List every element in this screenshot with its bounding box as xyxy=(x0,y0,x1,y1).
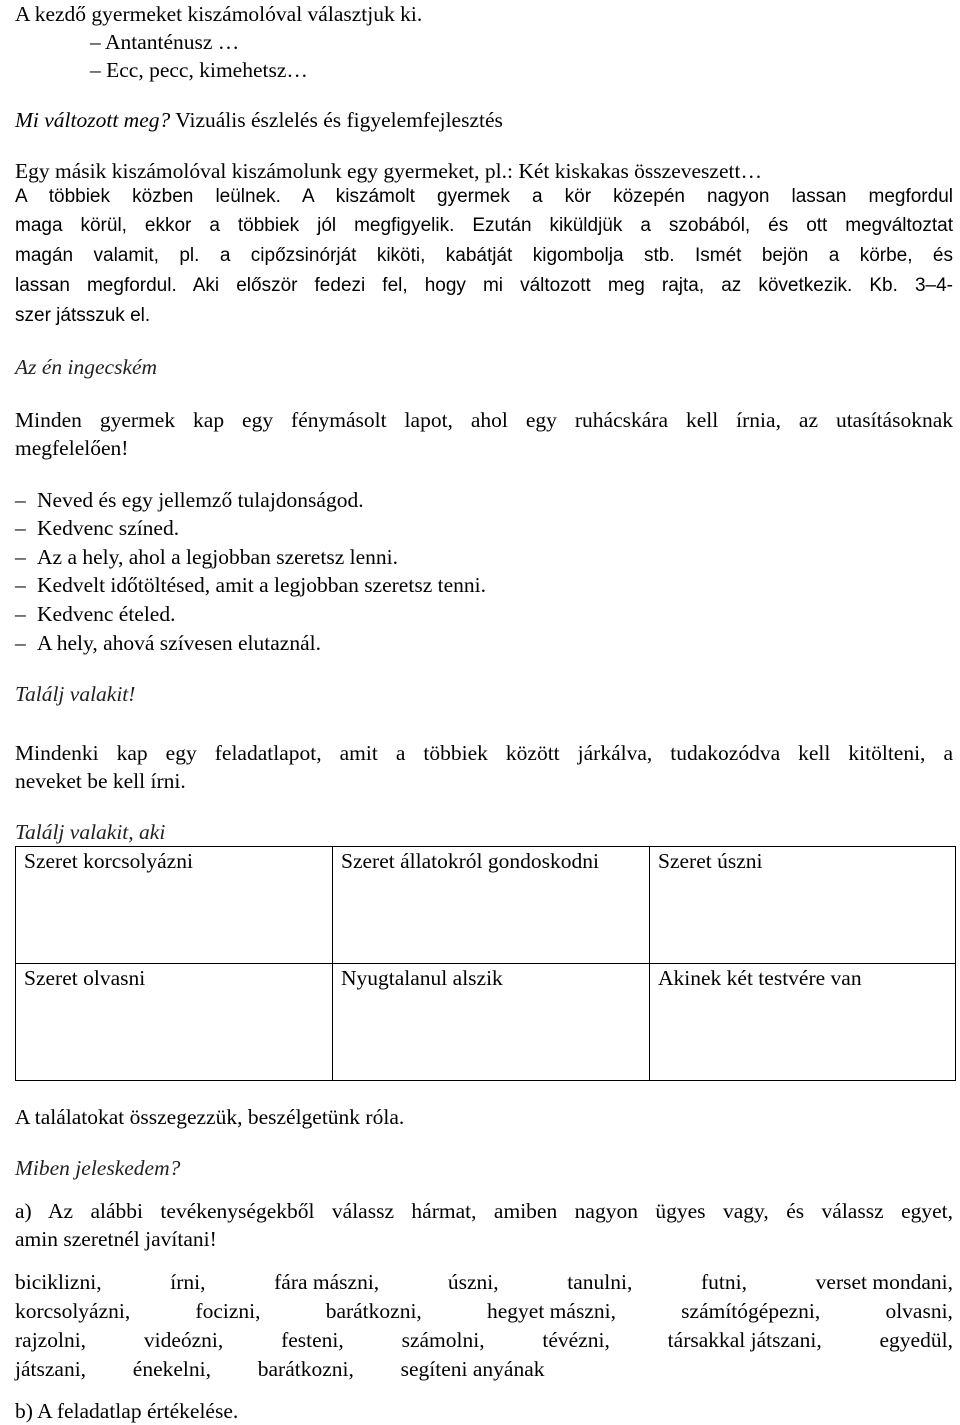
intro-line: A kezdő gyermeket kiszámolóval választjuk ki. xyxy=(15,2,423,26)
find-someone-table xyxy=(15,846,956,1081)
table-heading: Találj valakit, aki xyxy=(15,820,166,844)
summary-line: A találatokat összegezzük, beszélgetünk róla. xyxy=(15,1105,405,1129)
activity: segíteni anyának xyxy=(400,1357,545,1381)
activity: egyedül, xyxy=(879,1328,953,1352)
list-item: – A hely, ahová szívesen elutaznál. xyxy=(15,631,321,655)
activity-row-1 xyxy=(15,1268,953,1296)
section2-sans-line-2: maga körül, ekkor a többiek jól megfigyelik. Ezután kiküldjük a szobából, és ott megváltoztat xyxy=(15,215,953,236)
table-row xyxy=(16,964,956,1081)
section2-line-1: Egy másik kiszámolóval kiszámolunk egy gyermeket, pl.: Két kiskakas összeveszett… xyxy=(15,159,762,183)
section-heading-mi-valtozott xyxy=(15,106,503,134)
activity: számítógépezni, xyxy=(681,1299,821,1323)
list-item: – Kedvenc színed. xyxy=(15,516,180,540)
section2-sans-line-4: lassan megfordul. Aki először fedezi fel, hogy mi változott meg rajta, az következik. Kb. 3–4- xyxy=(15,275,953,296)
section5-a-line-1: a) Az alábbi tevékenységekből válassz hármat, amiben nagyon ügyes vagy, és válassz egyet, xyxy=(15,1199,953,1223)
activity: tanulni, xyxy=(567,1270,633,1294)
section-heading-ingecskem: Az én ingecském xyxy=(15,355,158,379)
dash: – xyxy=(15,545,26,569)
table-cell: Szeret korcsolyázni xyxy=(16,847,333,964)
section2-sans-line-1: A többiek közben leülnek. A kiszámolt gyermek a kör közepén nagyon lassan megfordul xyxy=(15,186,953,207)
dash: – xyxy=(15,602,26,626)
dash: – xyxy=(15,573,26,597)
section5-a-line-2: amin szeretnél javítani! xyxy=(15,1227,217,1251)
activity: korcsolyázni, xyxy=(15,1299,131,1323)
table-cell: Szeret olvasni xyxy=(16,964,333,1081)
activity: focizni, xyxy=(195,1299,261,1323)
activity-row-4 xyxy=(15,1355,545,1383)
activity: futni, xyxy=(701,1270,747,1294)
dash: – xyxy=(15,488,26,512)
list-item: – Kedvenc ételed. xyxy=(15,602,176,626)
section2-sans-line-3: magán valamit, pl. a cipőzsinórját kiköti, kabátját kigombolja stb. Ismét bejön a körbe, és xyxy=(15,245,953,266)
section4-line-1: Mindenki kap egy feladatlapot, amit a többiek között járkálva, tudakozódva kell kitölteni, a xyxy=(15,741,953,765)
section-heading-talalj: Találj valakit! xyxy=(15,682,136,706)
activity-row-3 xyxy=(15,1326,953,1354)
activity: barátkozni, xyxy=(325,1299,422,1323)
activity-row-2 xyxy=(15,1297,953,1325)
table-cell: Szeret állatokról gondoskodni xyxy=(333,847,650,964)
counting-rhyme-2: – Ecc, pecc, kimehetsz… xyxy=(90,58,308,82)
activity: verset mondani, xyxy=(815,1270,953,1294)
activity: játszani, xyxy=(15,1357,87,1381)
table-cell: Nyugtalanul alszik xyxy=(333,964,650,1081)
list-item: – Kedvelt időtöltésed, amit a legjobban szeretsz tenni. xyxy=(15,573,486,597)
list-item: – Neved és egy jellemző tulajdonságod. xyxy=(15,488,364,512)
section3-intro-line-1: Minden gyermek kap egy fénymásolt lapot, ahol egy ruhácskára kell írnia, az utasításoknak xyxy=(15,408,953,432)
dash: – xyxy=(15,631,26,655)
activity: hegyet mászni, xyxy=(487,1299,616,1323)
table-row xyxy=(16,847,956,964)
activity: úszni, xyxy=(447,1270,499,1294)
activity: társakkal játszani, xyxy=(667,1328,822,1352)
table-cell: Akinek két testvére van xyxy=(650,964,956,1081)
activity: barátkozni, xyxy=(257,1357,354,1381)
section5-b-line: b) A feladatlap értékelése. xyxy=(15,1399,239,1423)
activity: festeni, xyxy=(281,1328,344,1352)
activity: tévézni, xyxy=(542,1328,610,1352)
activity: rajzolni, xyxy=(15,1328,87,1352)
section3-intro-line-2: megfelelően! xyxy=(15,436,129,460)
activity: számolni, xyxy=(401,1328,485,1352)
activity: írni, xyxy=(170,1270,206,1294)
activity: videózni, xyxy=(143,1328,224,1352)
activity: biciklizni, xyxy=(15,1270,102,1294)
list-item: – Az a hely, ahol a legjobban szeretsz lenni. xyxy=(15,545,398,569)
activity: fára mászni, xyxy=(274,1270,380,1294)
activity: énekelni, xyxy=(132,1357,211,1381)
heading-rest: Vizuális észlelés és figyelemfejlesztés xyxy=(170,108,503,132)
section4-line-2: neveket be kell írni. xyxy=(15,769,186,793)
heading-italic: Mi változott meg? xyxy=(15,108,171,132)
table-cell: Szeret úszni xyxy=(650,847,956,964)
counting-rhyme-1: – Antanténusz … xyxy=(90,30,240,54)
dash: – xyxy=(15,516,26,540)
section2-sans-line-5: szer játsszuk el. xyxy=(15,305,151,326)
section-heading-jeleskedem: Miben jeleskedem? xyxy=(15,1156,181,1180)
activity: olvasni, xyxy=(885,1299,953,1323)
